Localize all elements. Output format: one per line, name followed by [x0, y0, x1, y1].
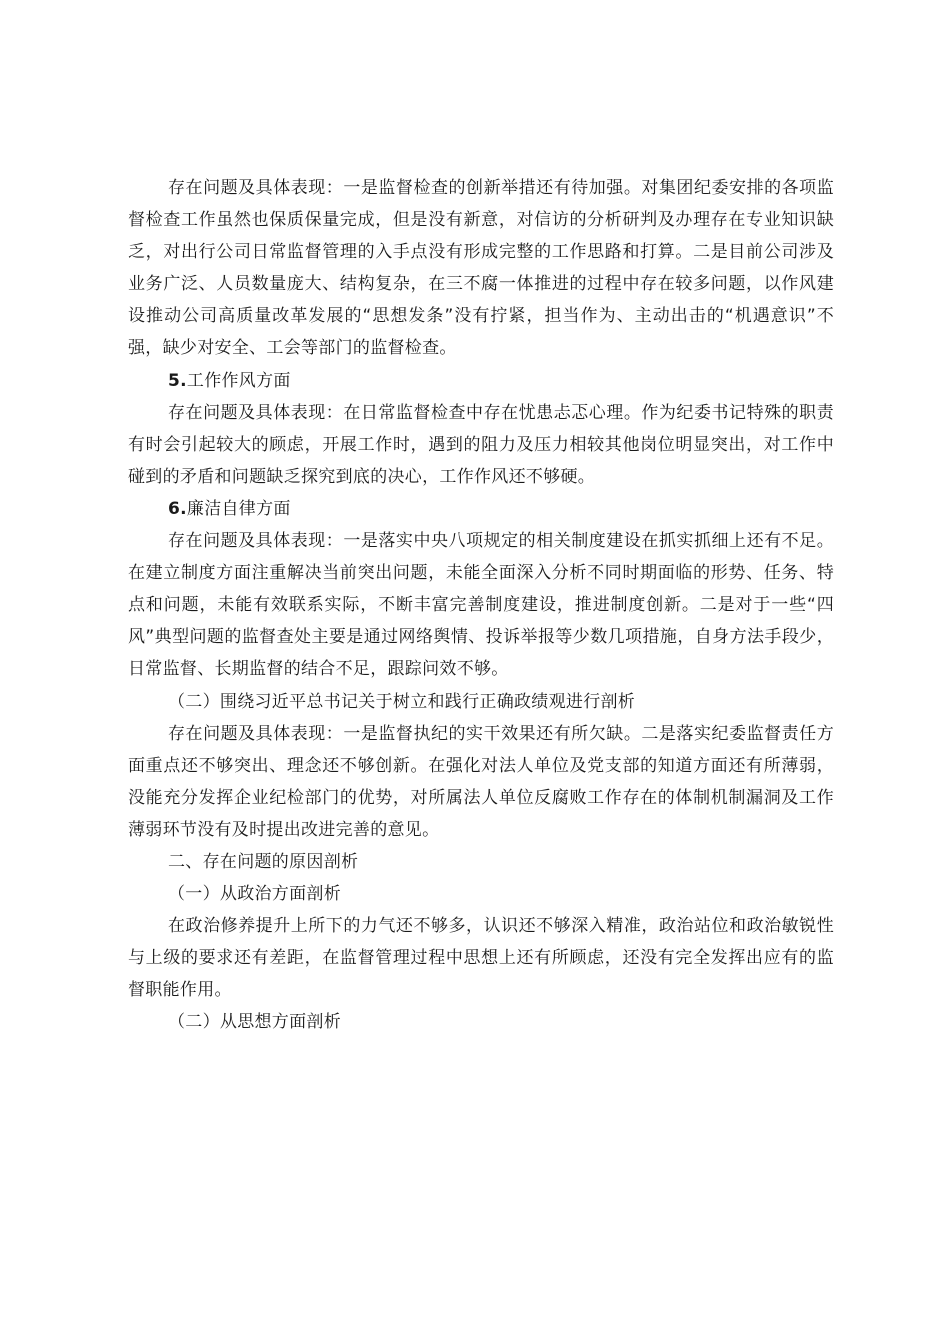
section-number: 5.: [168, 370, 187, 391]
subsection-heading-performance-view: （二）围绕习近平总书记关于树立和践行正确政绩观进行剖析: [168, 691, 636, 712]
subsection-heading-political: （一）从政治方面剖析: [168, 884, 341, 905]
paragraph-problem-performance-view: 存在问题及具体表现：一是监督执纪的实干效果还有所欠缺。二是落实纪委监督责任方面重点还不够突出、理念还不够创新。在强化对法人单位及党支部的知道方面还有所薄弱，没能充分发挥企业纪检部门的优势，对所属法人单位反腐败工作存在的体制机制漏洞及工作薄弱环节没有及时提出改进完善的意见。: [128, 723, 834, 840]
paragraph-cause-political: 在政治修养提升上所下的力气还不够多，认识还不够深入精准，政治站位和政治敏锐性与上级的要求还有差距，在监督管理过程中思想上还有所顾虑，还没有完全发挥出应有的监督职能作用。: [128, 916, 834, 1001]
paragraph-problem-integrity: 存在问题及具体表现：一是落实中央八项规定的相关制度建设在抓实抓细上还有不足。在建立制度方面注重解决当前突出问题，未能全面深入分析不同时期面临的形势、任务、特点和问题，未能有效联系实际，不断丰富完善制度建设，推进制度创新。二是对于一些“四风”典型问题的监督查处主要是通过网络舆情、投诉举报等少数几项措施，自身方法手段少，日常监督、长期监督的结合不足，跟踪问效不够。: [128, 531, 834, 680]
section-heading-cause-analysis: 二、存在问题的原因剖析: [168, 851, 359, 872]
section-title: 工作作风方面: [186, 370, 291, 391]
section-heading-work-style: [128, 365, 834, 397]
paragraph-problem-work-style: 存在问题及具体表现：在日常监督检查中存在忧患忐忑心理。作为纪委书记特殊的职责有时会引起较大的顾虑，开展工作时，遇到的阻力及压力相较其他岗位明显突出，对工作中碰到的矛盾和问题缺乏探究到底的决心，工作作风还不够硬。: [128, 402, 834, 487]
paragraph-problem-supervision-innovation: 存在问题及具体表现：一是监督检查的创新举措还有待加强。对集团纪委安排的各项监督检查工作虽然也保质保量完成，但是没有新意，对信访的分析研判及办理存在专业知识缺乏，对出行公司日常监督管理的入手点没有形成完整的工作思路和打算。二是目前公司涉及业务广泛、人员数量庞大、结构复杂，在三不腐一体推进的过程中存在较多问题，以作风建设推动公司高质量改革发展的“思想发条”没有拧紧，担当作为、主动出击的“机遇意识”不强，缺少对安全、工会等部门的监督检查。: [128, 178, 834, 359]
subsection-heading-ideological: （二）从思想方面剖析: [168, 1012, 341, 1033]
section-number: 6.: [168, 498, 187, 519]
section-heading-integrity: [128, 493, 834, 525]
section-title: 廉洁自律方面: [186, 498, 291, 519]
document-body: [128, 172, 834, 1039]
